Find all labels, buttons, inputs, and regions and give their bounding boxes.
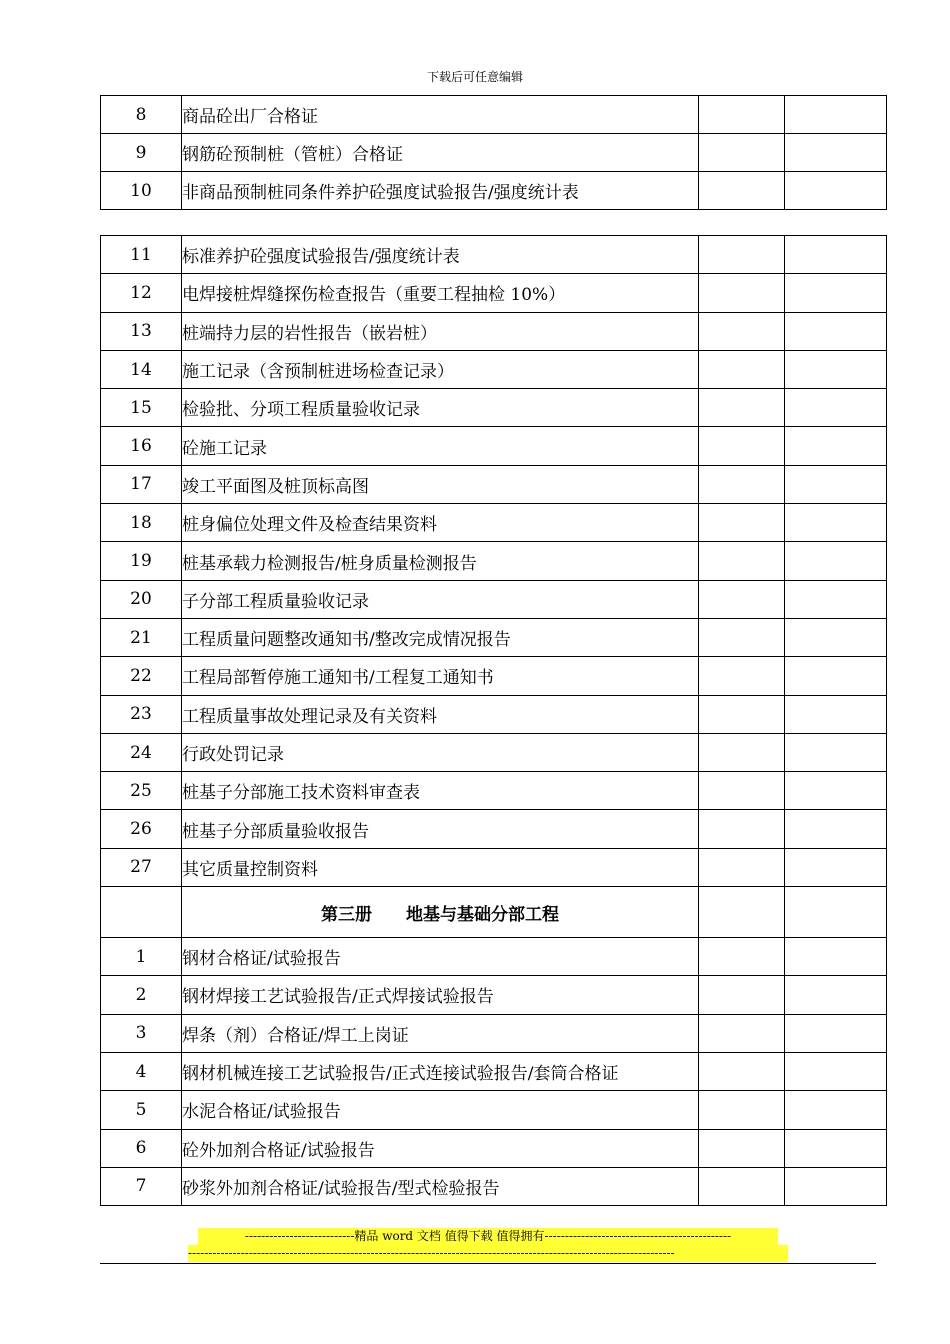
row-item: 水泥合格证/试验报告 (182, 1091, 699, 1129)
row-item: 砼外加剂合格证/试验报告 (182, 1129, 699, 1167)
row-item: 检验批、分项工程质量验收记录 (182, 389, 699, 427)
remark-cell (785, 542, 887, 580)
remark-cell (785, 580, 887, 618)
table-row (101, 1014, 887, 1052)
row-number: 14 (101, 350, 182, 388)
row-item: 工程局部暂停施工通知书/工程复工通知书 (182, 657, 699, 695)
row-number: 23 (101, 695, 182, 733)
remark-cell (785, 1052, 887, 1090)
check-cell (699, 1091, 785, 1129)
row-item: 标准养护砼强度试验报告/强度统计表 (182, 236, 699, 274)
check-cell (699, 976, 785, 1014)
check-cell (699, 772, 785, 810)
table-row (101, 1091, 887, 1129)
remark-cell (785, 618, 887, 656)
remark-cell (785, 172, 887, 210)
table-row (101, 96, 887, 134)
row-item: 钢材焊接工艺试验报告/正式焊接试验报告 (182, 976, 699, 1014)
remark-cell (785, 772, 887, 810)
row-number: 27 (101, 848, 182, 886)
remark-cell (785, 938, 887, 976)
row-number: 3 (101, 1014, 182, 1052)
remark-cell (785, 657, 887, 695)
table-row (101, 427, 887, 465)
row-item: 竣工平面图及桩顶标高图 (182, 465, 699, 503)
row-item: 桩基承载力检测报告/桩身质量检测报告 (182, 542, 699, 580)
check-cell (699, 733, 785, 771)
table-row (101, 657, 887, 695)
remark-cell (785, 1014, 887, 1052)
table-row (101, 695, 887, 733)
check-cell (699, 887, 785, 938)
row-item: 钢筋砼预制桩（管桩）合格证 (182, 134, 699, 172)
table-row (101, 772, 887, 810)
row-number: 1 (101, 938, 182, 976)
remark-cell (785, 96, 887, 134)
bottom-rule (100, 1263, 876, 1264)
check-cell (699, 134, 785, 172)
table-row (101, 274, 887, 312)
table-row (101, 542, 887, 580)
remark-cell (785, 350, 887, 388)
table-row (101, 580, 887, 618)
row-number: 21 (101, 618, 182, 656)
row-item: 工程质量问题整改通知书/整改完成情况报告 (182, 618, 699, 656)
row-number: 19 (101, 542, 182, 580)
row-item: 桩基子分部施工技术资料审查表 (182, 772, 699, 810)
row-number: 18 (101, 504, 182, 542)
table-row (101, 134, 887, 172)
row-number: 4 (101, 1052, 182, 1090)
row-item: 商品砼出厂合格证 (182, 96, 699, 134)
table-row (101, 236, 887, 274)
row-number: 6 (101, 1129, 182, 1167)
table-row (101, 465, 887, 503)
remark-cell (785, 427, 887, 465)
check-cell (699, 312, 785, 350)
check-cell (699, 580, 785, 618)
page-header: 下载后可任意编辑 (426, 70, 523, 84)
check-cell (699, 236, 785, 274)
table-row (101, 1129, 887, 1167)
remark-cell (785, 312, 887, 350)
remark-cell (785, 810, 887, 848)
check-cell (699, 618, 785, 656)
row-number: 11 (101, 236, 182, 274)
check-cell (699, 389, 785, 427)
check-cell (699, 465, 785, 503)
document-table-1 (100, 95, 887, 210)
check-cell (699, 172, 785, 210)
check-cell (699, 350, 785, 388)
check-cell (699, 427, 785, 465)
check-cell (699, 96, 785, 134)
row-number: 2 (101, 976, 182, 1014)
row-item: 砼施工记录 (182, 427, 699, 465)
row-item: 桩基子分部质量验收报告 (182, 810, 699, 848)
row-item: 行政处罚记录 (182, 733, 699, 771)
table-row (101, 810, 887, 848)
row-number: 20 (101, 580, 182, 618)
section-title: 第三册 地基与基础分部工程 (182, 887, 699, 938)
row-item: 桩身偏位处理文件及检查结果资料 (182, 504, 699, 542)
check-cell (699, 1129, 785, 1167)
check-cell (699, 938, 785, 976)
remark-cell (785, 848, 887, 886)
row-item: 焊条（剂）合格证/焊工上岗证 (182, 1014, 699, 1052)
remark-cell (785, 465, 887, 503)
table-row (101, 350, 887, 388)
row-number: 25 (101, 772, 182, 810)
table-row (101, 733, 887, 771)
row-item: 电焊接桩焊缝探伤检查报告（重要工程抽检 10%） (182, 274, 699, 312)
row-number: 17 (101, 465, 182, 503)
row-item: 其它质量控制资料 (182, 848, 699, 886)
table-row (101, 1052, 887, 1090)
document-table-2 (100, 235, 887, 1206)
table-row (101, 172, 887, 210)
remark-cell (785, 887, 887, 938)
footer-banner-line-2: ------------------------------------------------------------------------------------------------------------------------ (188, 1245, 788, 1262)
remark-cell (785, 976, 887, 1014)
table-row (101, 938, 887, 976)
section-num-cell (101, 887, 182, 938)
remark-cell (785, 695, 887, 733)
row-number: 24 (101, 733, 182, 771)
row-item: 施工记录（含预制桩进场检查记录） (182, 350, 699, 388)
table-row (101, 848, 887, 886)
row-number: 13 (101, 312, 182, 350)
check-cell (699, 1014, 785, 1052)
remark-cell (785, 1129, 887, 1167)
table-row (101, 976, 887, 1014)
table-row (101, 618, 887, 656)
table-row (101, 312, 887, 350)
remark-cell (785, 504, 887, 542)
row-number: 10 (101, 172, 182, 210)
remark-cell (785, 236, 887, 274)
row-item: 工程质量事故处理记录及有关资料 (182, 695, 699, 733)
check-cell (699, 848, 785, 886)
row-item: 钢材机械连接工艺试验报告/正式连接试验报告/套筒合格证 (182, 1052, 699, 1090)
remark-cell (785, 274, 887, 312)
remark-cell (785, 1167, 887, 1205)
row-number: 8 (101, 96, 182, 134)
check-cell (699, 1167, 785, 1205)
row-item: 非商品预制桩同条件养护砼强度试验报告/强度统计表 (182, 172, 699, 210)
section-header-row (101, 887, 887, 938)
table-row (101, 1167, 887, 1205)
row-number: 12 (101, 274, 182, 312)
check-cell (699, 504, 785, 542)
row-number: 5 (101, 1091, 182, 1129)
remark-cell (785, 389, 887, 427)
row-item: 桩端持力层的岩性报告（嵌岩桩） (182, 312, 699, 350)
row-number: 26 (101, 810, 182, 848)
remark-cell (785, 1091, 887, 1129)
check-cell (699, 274, 785, 312)
table-row (101, 389, 887, 427)
row-item: 砂浆外加剂合格证/试验报告/型式检验报告 (182, 1167, 699, 1205)
row-number: 15 (101, 389, 182, 427)
footer-banner-line-1: ---------------------------精品 word 文档 值得下载 值得拥有---------------------------------------------- (198, 1228, 778, 1245)
table-row (101, 504, 887, 542)
row-number: 7 (101, 1167, 182, 1205)
remark-cell (785, 134, 887, 172)
check-cell (699, 810, 785, 848)
row-number: 22 (101, 657, 182, 695)
row-item: 钢材合格证/试验报告 (182, 938, 699, 976)
check-cell (699, 657, 785, 695)
row-item: 子分部工程质量验收记录 (182, 580, 699, 618)
check-cell (699, 542, 785, 580)
row-number: 16 (101, 427, 182, 465)
row-number: 9 (101, 134, 182, 172)
remark-cell (785, 733, 887, 771)
check-cell (699, 695, 785, 733)
check-cell (699, 1052, 785, 1090)
